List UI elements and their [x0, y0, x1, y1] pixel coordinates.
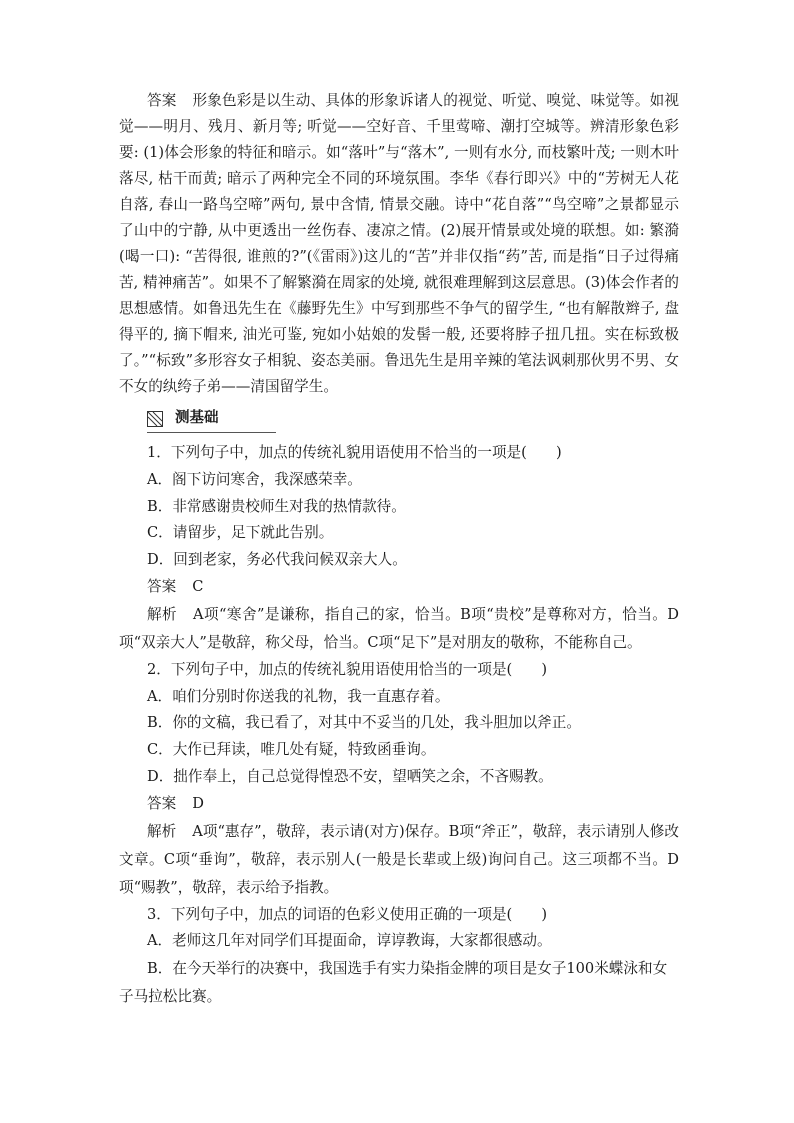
intro-paragraph: [119, 88, 679, 400]
intro-answer-text: 形象色彩是以生动、具体的形象诉诸人的视觉、听觉、嗅觉、味觉等。如视觉——明月、残月、新月等; 听觉——空好音、千里莺啼、潮打空城等。辨清形象色彩要: (1)体会形象的特征和暗示。如“落叶”与“落木”, 一则有水分, 而枝繁叶茂; 一则木叶落尽, 枯干而黄; 暗示了两种完全不同的环境氛围。李华《春行即兴》中的“芳树无人花自落, 春山一路鸟空啼”两句, 景中含情, 情景交融。诗中“花自落”“鸟空啼”之景都显示了山中的宁静, 从中更透出一丝伤春、凄凉之情。(2)展开情景或处境的联想。如: 繁漪(喝一口): “苦得很, 谁煎的?”(《雷雨》)这儿的“苦”并非仅指“药”苦, 而是指“日子过得痛苦, 精神痛苦”。如果不了解繁漪在周家的处境, 就很难理解到这层意思。(3)体会作者的思想感情。如鲁迅先生在《藤野先生》中写到那些不争气的留学生, “也有解散辫子, 盘得平的, 摘下帽来, 油光可鉴, 宛如小姑娘的发髻一般, 还要将脖子扭几扭。实在标致极了。”“标致”多形容女子相貌、姿态美丽。鲁迅先生是用辛辣的笔法讽刺那伙男不男、女不女的纨绔子弟——清国留学生。: [119, 92, 679, 395]
analysis-paragraph: [119, 818, 679, 902]
section-title: 测基础: [175, 410, 219, 426]
analysis-text: A项“寒舍”是谦称，指自己的家，恰当。B项“贵校”是尊称对方，恰当。D项“双亲大人”是敬辞，称父母，恰当。C项“足下”是对朋友的敬称，不能称自己。: [119, 605, 679, 651]
question-stem: 1．下列句子中，加点的传统礼貌用语使用不恰当的一项是( ): [147, 444, 562, 461]
answer-value: C: [192, 577, 204, 595]
answer-label: 答案: [147, 577, 177, 595]
analysis-label: 解析: [147, 605, 178, 623]
question-stem: 3．下列句子中，加点的词语的色彩义使用正确的一项是( ): [147, 905, 548, 923]
intro-answer-label: 答案: [147, 92, 177, 109]
answer-label: 答案: [147, 794, 177, 812]
answer-line: [119, 574, 679, 601]
document-page: [119, 88, 679, 1011]
slash-box-icon: [147, 411, 163, 427]
section-underline: [147, 432, 276, 433]
answer-line: [119, 791, 679, 818]
analysis-paragraph: [119, 601, 679, 657]
option-b: B．你的文稿，我已看了，对其中不妥当的几处，我斗胆加以斧正。: [147, 714, 581, 732]
section-header: [119, 406, 679, 432]
question-stem: 2．下列句子中，加点的传统礼貌用语使用恰当的一项是( ): [147, 660, 548, 678]
option-a: A．咱们分别时你送我的礼物，我一直惠存着。: [147, 687, 450, 705]
option-c: C．大作已拜读，唯几处有疑，特致函垂询。: [147, 741, 436, 759]
answer-value: D: [192, 794, 204, 812]
option-a: A．阁下访问寒舍，我深感荣幸。: [147, 470, 362, 488]
option-a: A．老师这几年对同学们耳提面命，谆谆教诲，大家都很感动。: [147, 932, 552, 950]
option-d: D．回到老家，务必代我问候双亲大人。: [147, 551, 407, 569]
option-b: B．非常感谢贵校师生对我的热情款待。: [147, 497, 406, 515]
option-b: B．在今天举行的决赛中，我国选手有实力染指金牌的项目是女子100米蝶泳和女子马拉松比赛。: [119, 960, 668, 1006]
option-c: C．请留步，足下就此告别。: [147, 524, 334, 542]
option-d: D．拙作奉上，自己总觉得惶恐不安，望哂笑之余，不吝赐教。: [147, 767, 553, 785]
analysis-label: 解析: [147, 822, 177, 840]
analysis-text: A项“惠存”，敬辞，表示请(对方)保存。B项“斧正”，敬辞，表示请别人修改文章。C项“垂询”，敬辞，表示别人(一般是长辈或上级)询问自己。这三项都不当。D项“赐教”，敬辞，表示给予指教。: [119, 822, 679, 896]
